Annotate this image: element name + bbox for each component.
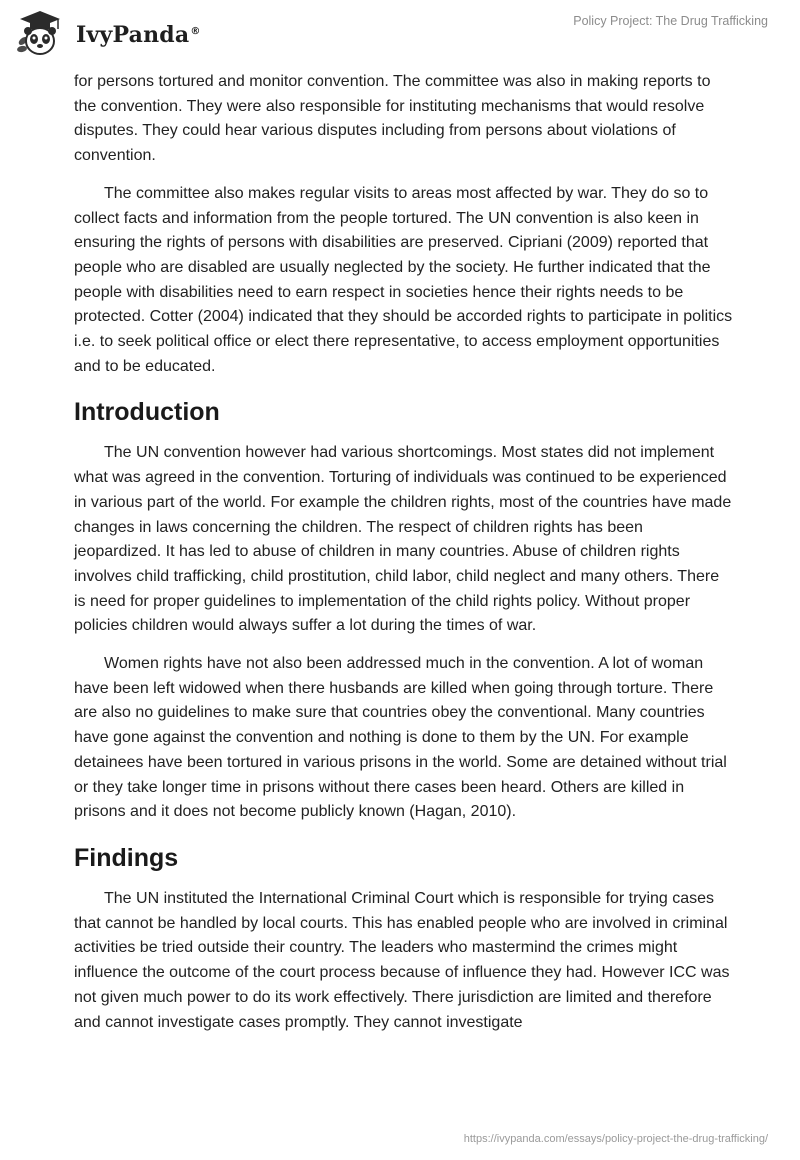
ivypanda-logo[interactable]	[14, 7, 201, 59]
page-header	[0, 0, 800, 70]
paragraph-women-rights: Women rights have not also been addressed much in the convention. A lot of woman have been left widowed when there husbands are killed when going through torture. There are also no guidelines to make sure that countries obey the conventional. Many countries have gone against the convention and nothing is done to them by the UN. For example detainees have been tortured in various prisons in the world. Some are detained without trial or they take longer time in prisons without there cases been heard. Others are killed in prisons and it does not become publicly known (Hagan, 2010).	[74, 655, 727, 821]
paragraph-continuation: for persons tortured and monitor convention. The committee was also in making reports to the convention. They were also responsible for instituting mechanisms that would resolve disputes. They could hear various disputes including from persons about violations of convention.	[74, 73, 711, 165]
heading-findings: Findings	[74, 843, 179, 872]
document-title: Policy Project: The Drug Trafficking	[573, 14, 768, 28]
source-url[interactable]: https://ivypanda.com/essays/policy-project-the-drug-trafficking/	[463, 1133, 768, 1145]
panda-graduation-cap-icon	[14, 7, 70, 59]
paragraph-shortcomings: The UN convention however had various shortcomings. Most states did not implement what was agreed in the convention. Torturing of individuals was continued to be experienced in various part of the world. For example the children rights, most of the countries have made changes in laws concerning the children. The respect of children rights has been jeopardized. It has led to abuse of children in many countries. Abuse of children rights involves child trafficking, child prostitution, child labor, child neglect and many others. There is need for proper guidelines to implementation of the child rights policy. Without proper policies children would always suffer a lot during the times of war.	[74, 444, 732, 635]
paragraph-icc: The UN instituted the International Criminal Court which is responsible for trying cases that cannot be handled by local courts. This has enabled people who are involved in criminal activities be tried outside their country. The leaders who mastermind the crimes might influence the outcome of the court process because of influence they had. However ICC was not given much power to do its work effectively. There jurisdiction are limited and therefore and cannot investigate cases promptly. They cannot investigate	[74, 889, 730, 1031]
logo-wordmark: IvyPanda®	[76, 22, 201, 48]
paragraph-committee-visits: The committee also makes regular visits to areas most affected by war. They do so to collect facts and information from the people tortured. The UN convention is also keen in ensuring the rights of persons with disabilities are preserved. Cipriani (2009) reported that people who are disabled are usually neglected by the society. He further indicated that the people with disabilities need to earn respect in societies hence their rights needs to be protected. Cotter (2004) indicated that they should be accorded rights to participate in politics i.e. to seek political office or elect there representative, to access employment opportunities and to be educated.	[74, 184, 733, 375]
article-body	[74, 70, 734, 1048]
heading-introduction: Introduction	[74, 398, 220, 427]
